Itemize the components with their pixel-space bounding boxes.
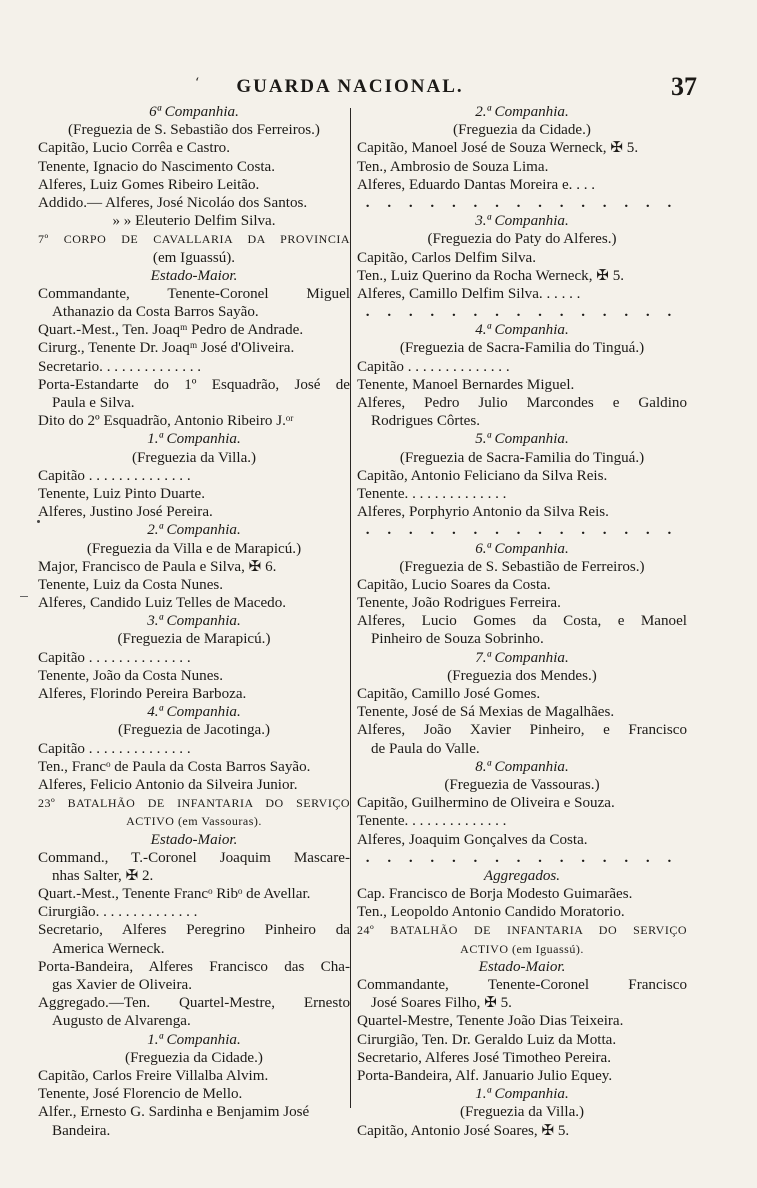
right-column-line: de Paula do Valle. — [371, 740, 480, 757]
right-column-line: Tenente. . . . . . . . . . . . . . — [357, 813, 507, 830]
right-column-line: Alferes, Pedro Julio Marcondes e Galdino — [357, 395, 687, 411]
left-column-line: Porta-Estandarte do 1º Esquadrão, José de — [38, 376, 350, 393]
right-column-line: 2.ª Companhia. — [475, 104, 569, 120]
left-column-line: Capitão, Lucio Corrêa e Castro. — [38, 140, 230, 157]
left-column — [38, 103, 350, 1140]
left-column-line: 7º CORPO DE CAVALLARIA DA PROVINCIA — [38, 232, 350, 247]
left-column-line: Major, Francisco de Paula e Silva, ✠ 6. — [38, 558, 277, 575]
right-column-line: Porta-Bandeira, Alf. Januario Julio Equey. — [357, 1067, 613, 1084]
right-column-line: 7.ª Companhia. — [475, 649, 569, 666]
column-divider — [350, 108, 351, 1108]
left-column-line: gas Xavier de Oliveira. — [52, 977, 192, 993]
right-column-line: Ten., Leopoldo Antonio Candido Moratorio. — [357, 904, 625, 921]
left-column-line: » » Eleuterio Delfim Silva. — [112, 213, 276, 230]
right-column-line: Commandante, Tenente-Coronel Francisco — [357, 977, 687, 993]
right-column-line: (Freguezia de Sacra-Familia do Tinguá.) — [399, 340, 645, 357]
left-column-line: Ten., Francᵒ de Paula da Costa Barros Sayão. — [38, 758, 311, 775]
left-column-line: Tenente, Luiz Pinto Duarte. — [38, 485, 206, 502]
left-column-line: nhas Salter, ✠ 2. — [52, 867, 154, 884]
right-column-line: (Freguezia da Cidade.) — [453, 122, 591, 139]
left-column-line: America Werneck. — [52, 940, 165, 957]
left-column-line: Capitão . . . . . . . . . . . . . . — [38, 649, 191, 666]
left-column-line: Commandante, Tenente-Coronel Miguel — [38, 285, 350, 302]
right-column-line: Capitão, Antonio José Soares, ✠ 5. — [357, 1122, 570, 1139]
right-column-line: Tenente. . . . . . . . . . . . . . — [357, 485, 507, 502]
right-column-line: (Freguezia dos Mendes.) — [447, 667, 597, 684]
right-column-line: Alferes, João Xavier Pinheiro, e Francisco — [357, 722, 687, 739]
page-number: 37 — [671, 72, 697, 101]
right-column-line: Alferes, Lucio Gomes da Costa, e Manoel — [357, 613, 687, 630]
left-column-line: (Freguezia de Jacotinga.) — [117, 722, 271, 739]
right-column-line: Tenente, João Rodrigues Ferreira. — [357, 595, 561, 612]
left-column-line: 3.ª Companhia. — [147, 613, 241, 630]
left-column-line: Tenente, Luiz da Costa Nunes. — [38, 576, 224, 593]
left-column-line: Tenente, João da Costa Nunes. — [38, 667, 224, 684]
left-column-line: Capitão . . . . . . . . . . . . . . — [38, 740, 191, 757]
left-column-line: Alferes, Justino José Pereira. — [38, 504, 213, 521]
left-column-line: Dito do 2º Esquadrão, Antonio Ribeiro J.ᵒʳ — [38, 413, 294, 430]
right-column-line: Cirurgião, Ten. Dr. Geraldo Luiz da Motta. — [357, 1031, 617, 1048]
left-column-line: Cirurg., Tenente Dr. Joaqᵐ José d'Oliveira. — [38, 340, 295, 357]
left-column-line: 1.ª Companhia. — [147, 1031, 241, 1048]
margin-mark: ʻ — [195, 76, 200, 91]
right-column-line: Tenente, José de Sá Mexias de Magalhães. — [357, 704, 615, 721]
right-column-line: Alferes, Eduardo Dantas Moreira e. . . . — [357, 176, 596, 193]
left-column-line: Alferes, Candido Luiz Telles de Macedo. — [38, 595, 287, 612]
right-column-line: Capitão, Lucio Soares da Costa. — [357, 576, 551, 593]
right-column — [357, 103, 687, 1140]
right-column-line: José Soares Filho, ✠ 5. — [371, 995, 512, 1012]
right-column-line: Capitão, Guilhermino de Oliveira e Souza. — [357, 795, 615, 812]
right-column-line: Pinheiro de Souza Sobrinho. — [371, 631, 544, 648]
left-column-line: Alferes, Florindo Pereira Barboza. — [38, 686, 247, 702]
right-column-line: 5.ª Companhia. — [475, 431, 569, 448]
running-title: GUARDA NACIONAL. — [236, 76, 464, 97]
right-column-line: (Freguezia de Vassouras.) — [444, 776, 600, 793]
right-column-line: Alferes, Porphyrio Antonio da Silva Reis. — [357, 504, 609, 521]
left-column-line: Alferes, Felicio Antonio da Silveira Junior. — [38, 776, 298, 793]
left-column-line: Addido.— Alferes, José Nicoláo dos Santos. — [38, 194, 308, 211]
right-column-line: Capitão . . . . . . . . . . . . . . — [357, 358, 510, 375]
left-column-line: Alferes, Luiz Gomes Ribeiro Leitão. — [38, 176, 260, 193]
left-column-line: Cirurgião. . . . . . . . . . . . . . — [38, 904, 198, 921]
left-column-line: (Freguezia de Marapicú.) — [117, 631, 271, 648]
right-column-line: Tenente, Manoel Bernardes Miguel. — [357, 376, 575, 393]
left-column-line: (Freguezia de S. Sebastião dos Ferreiros.) — [68, 122, 320, 139]
left-column-line: Augusto de Alvarenga. — [52, 1013, 191, 1030]
margin-tick — [20, 596, 28, 597]
right-column-line: Cap. Francisco de Borja Modesto Guimarães. — [357, 886, 633, 903]
right-column-line: Ten., Luiz Querino da Rocha Werneck, ✠ 5. — [357, 267, 625, 284]
left-column-line: Bandeira. — [52, 1122, 111, 1139]
left-column-line: (em Iguassú). — [152, 249, 236, 266]
right-column-line: Capitão, Carlos Delfim Silva. — [357, 249, 537, 266]
right-column-line: 3.ª Companhia. — [475, 213, 569, 230]
right-column-line: 8.ª Companhia. — [475, 758, 569, 775]
left-column-line: (Freguezia da Villa.) — [131, 449, 257, 466]
left-column-line: (Freguezia da Cidade.) — [125, 1049, 263, 1066]
left-column-line: Capitão . . . . . . . . . . . . . . — [38, 467, 191, 484]
left-column-line: 4.ª Companhia. — [147, 704, 241, 721]
right-column-line: 24º BATALHÃO DE INFANTARIA DO SERVIÇO — [357, 923, 687, 938]
right-column-line: (Freguezia de S. Sebastião de Ferreiros.) — [399, 558, 645, 575]
left-column-line: ACTIVO (em Vassouras). — [126, 814, 262, 829]
right-column-line: . . . . . . . . . . . . . . . — [365, 304, 679, 321]
right-column-line: Alferes, Joaquim Gonçalves da Costa. — [357, 831, 588, 848]
right-column-line: 4.ª Companhia. — [475, 322, 569, 339]
left-column-line: Athanazio da Costa Barros Sayão. — [52, 304, 259, 321]
left-column-line: Command., T.-Coronel Joaquim Mascare- — [38, 849, 350, 866]
left-column-line: Secretario, Alferes Peregrino Pinheiro da — [38, 922, 350, 939]
left-column-line: Quart.-Mest., Tenente Francᵒ Ribᵒ de Avellar. — [38, 886, 311, 903]
left-column-line: Aggregado.—Ten. Quartel-Mestre, Ernesto — [38, 995, 350, 1012]
left-column-line: Quart.-Mest., Ten. Joaqᵐ Pedro de Andrade. — [38, 322, 304, 339]
right-column-line: . . . . . . . . . . . . . . . — [365, 849, 679, 866]
right-column-line: ACTIVO (em Iguassú). — [460, 941, 584, 956]
right-column-line: Aggregados. — [483, 867, 561, 884]
left-column-line: 6ª Companhia. — [149, 104, 239, 120]
right-column-line: Capitão, Camillo José Gomes. — [357, 686, 541, 702]
right-column-line: (Freguezia de Sacra-Familia do Tinguá.) — [399, 449, 645, 466]
right-column-line: 1.ª Companhia. — [475, 1086, 569, 1103]
left-column-line: Alfer., Ernesto G. Sardinha e Benjamim José — [38, 1104, 310, 1121]
left-column-line: Capitão, Carlos Freire Villalba Alvim. — [38, 1067, 269, 1084]
left-column-line: Paula e Silva. — [52, 395, 135, 411]
left-column-line: Estado-Maior. — [150, 831, 238, 848]
left-column-line: 23º BATALHÃO DE INFANTARIA DO SERVIÇO — [38, 796, 350, 811]
left-column-line: Tenente, José Florencio de Mello. — [38, 1086, 243, 1103]
right-column-line: Capitão, Antonio Feliciano da Silva Reis. — [357, 467, 608, 484]
left-column-line: Tenente, Ignacio do Nascimento Costa. — [38, 158, 276, 175]
right-column-line: . . . . . . . . . . . . . . . — [365, 522, 679, 539]
right-column-line: Alferes, Camillo Delfim Silva. . . . . . — [357, 285, 581, 302]
left-column-line: 1.ª Companhia. — [147, 431, 241, 448]
right-column-line: Capitão, Manoel José de Souza Werneck, ✠ 5. — [357, 140, 639, 157]
left-column-line: (Freguezia da Villa e de Marapicú.) — [86, 540, 302, 557]
left-column-line: 2.ª Companhia. — [147, 522, 241, 539]
right-column-line: Rodrigues Côrtes. — [371, 413, 481, 430]
right-column-line: Secretario, Alferes José Timotheo Pereira. — [357, 1049, 612, 1066]
right-column-line: . . . . . . . . . . . . . . . — [365, 194, 679, 211]
right-column-line: 6.ª Companhia. — [475, 540, 569, 557]
right-column-line: (Freguezia do Paty do Alferes.) — [427, 231, 617, 248]
left-column-line: Porta-Bandeira, Alferes Francisco das Cha- — [38, 958, 350, 975]
right-column-line: Estado-Maior. — [478, 958, 566, 975]
left-column-line: Estado-Maior. — [150, 267, 238, 284]
right-column-line: Ten., Ambrosio de Souza Lima. — [357, 158, 549, 175]
left-column-line: Secretario. . . . . . . . . . . . . . — [38, 358, 202, 375]
right-column-line: (Freguezia da Villa.) — [459, 1104, 585, 1121]
right-column-line: Quartel-Mestre, Tenente João Dias Teixeira. — [357, 1013, 624, 1030]
